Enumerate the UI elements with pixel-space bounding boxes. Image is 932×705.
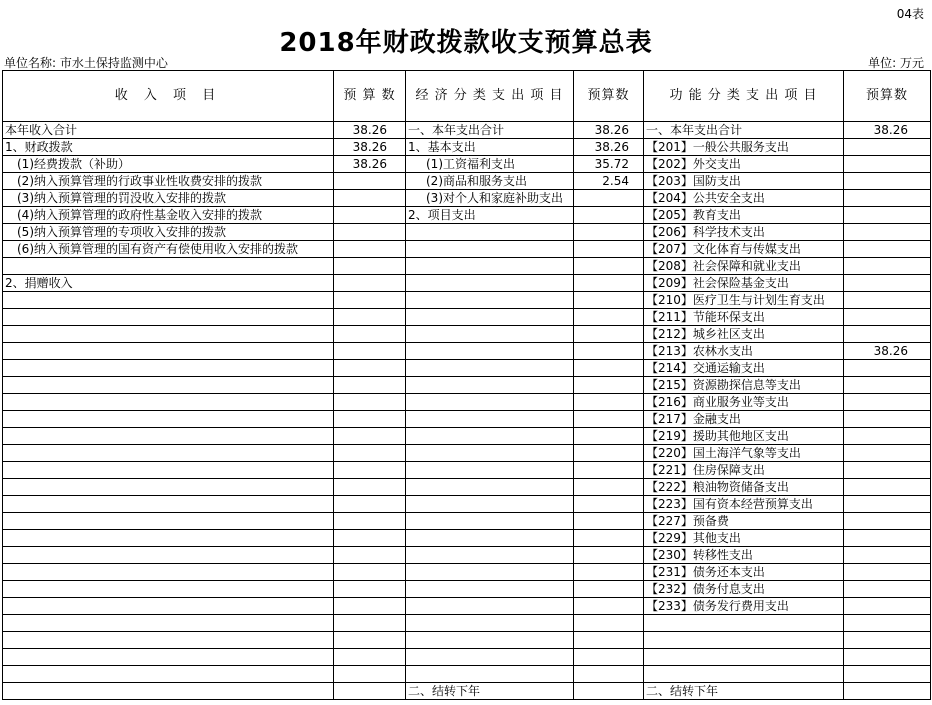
econ-budget-cell[interactable]: 38.26 <box>574 139 644 156</box>
income-cell[interactable] <box>3 377 334 394</box>
func-budget-cell[interactable] <box>844 377 931 394</box>
income-cell[interactable]: 2、捐赠收入 <box>3 275 334 292</box>
func-budget-cell[interactable] <box>844 394 931 411</box>
econ-cell[interactable] <box>406 343 574 360</box>
func-budget-cell[interactable] <box>844 139 931 156</box>
income-cell[interactable] <box>3 564 334 581</box>
income-cell[interactable] <box>3 581 334 598</box>
func-budget-cell[interactable]: 38.26 <box>844 343 931 360</box>
table-row <box>3 615 931 632</box>
income-cell[interactable]: (5)纳入预算管理的专项收入安排的拨款 <box>3 224 334 241</box>
func-cell[interactable]: 【233】债务发行费用支出 <box>644 598 844 615</box>
econ-budget-cell[interactable] <box>574 326 644 343</box>
income-cell[interactable] <box>3 360 334 377</box>
table-row <box>3 445 931 462</box>
func-cell[interactable]: 【232】债务付息支出 <box>644 581 844 598</box>
econ-cell[interactable] <box>406 632 574 649</box>
income-budget-cell[interactable] <box>334 343 406 360</box>
header-income-budget[interactable]: 预 算 数 <box>334 71 406 122</box>
income-budget-cell[interactable] <box>334 530 406 547</box>
func-budget-cell[interactable] <box>844 683 931 700</box>
func-cell[interactable]: 【216】商业服务业等支出 <box>644 394 844 411</box>
table-row <box>3 530 931 547</box>
income-cell[interactable]: 1、财政拨款 <box>3 139 334 156</box>
income-cell[interactable] <box>3 632 334 649</box>
econ-cell[interactable] <box>406 649 574 666</box>
econ-budget-cell[interactable] <box>574 479 644 496</box>
econ-budget-cell[interactable] <box>574 530 644 547</box>
income-cell[interactable] <box>3 445 334 462</box>
header-econ-budget[interactable]: 预算数 <box>574 71 644 122</box>
func-cell[interactable]: 【230】转移性支出 <box>644 547 844 564</box>
table-row <box>3 275 931 292</box>
income-budget-cell[interactable] <box>334 411 406 428</box>
header-income-item[interactable]: 收 入 项 目 <box>3 71 334 122</box>
func-cell[interactable] <box>644 666 844 683</box>
income-budget-cell[interactable] <box>334 445 406 462</box>
econ-cell[interactable] <box>406 445 574 462</box>
func-cell[interactable] <box>644 649 844 666</box>
econ-cell[interactable] <box>406 360 574 377</box>
econ-budget-cell[interactable] <box>574 666 644 683</box>
income-budget-cell[interactable] <box>334 428 406 445</box>
func-budget-cell[interactable]: 38.26 <box>844 122 931 139</box>
income-cell[interactable] <box>3 513 334 530</box>
table-row <box>3 309 931 326</box>
table-row <box>3 428 931 445</box>
income-budget-cell[interactable] <box>334 564 406 581</box>
econ-cell[interactable] <box>406 496 574 513</box>
table-row <box>3 632 931 649</box>
income-budget-cell[interactable] <box>334 309 406 326</box>
func-cell[interactable]: 【210】医疗卫生与计划生育支出 <box>644 292 844 309</box>
econ-budget-cell[interactable] <box>574 241 644 258</box>
income-budget-cell[interactable] <box>334 581 406 598</box>
func-budget-cell[interactable] <box>844 564 931 581</box>
econ-budget-cell[interactable] <box>574 258 644 275</box>
func-cell[interactable]: 【204】公共安全支出 <box>644 190 844 207</box>
income-cell[interactable] <box>3 462 334 479</box>
func-cell[interactable]: 【208】社会保障和就业支出 <box>644 258 844 275</box>
econ-cell[interactable] <box>406 615 574 632</box>
table-row <box>3 156 931 173</box>
income-budget-cell[interactable] <box>334 496 406 513</box>
econ-cell[interactable]: 二、结转下年 <box>406 683 574 700</box>
income-cell[interactable] <box>3 496 334 513</box>
econ-budget-cell[interactable] <box>574 496 644 513</box>
econ-budget-cell[interactable] <box>574 360 644 377</box>
income-budget-cell[interactable] <box>334 377 406 394</box>
func-cell[interactable]: 【214】交通运输支出 <box>644 360 844 377</box>
table-row <box>3 224 931 241</box>
table-row <box>3 360 931 377</box>
income-budget-cell[interactable] <box>334 326 406 343</box>
econ-cell[interactable] <box>406 411 574 428</box>
table-row <box>3 292 931 309</box>
econ-cell[interactable] <box>406 428 574 445</box>
currency-unit: 单位: 万元 <box>868 56 924 70</box>
econ-cell[interactable] <box>406 241 574 258</box>
func-cell[interactable]: 【219】援助其他地区支出 <box>644 428 844 445</box>
header-row <box>3 71 931 122</box>
func-budget-cell[interactable] <box>844 445 931 462</box>
income-budget-cell[interactable] <box>334 258 406 275</box>
table-row <box>3 377 931 394</box>
table-row <box>3 343 931 360</box>
income-cell[interactable] <box>3 292 334 309</box>
func-cell[interactable]: 【211】节能环保支出 <box>644 309 844 326</box>
table-row <box>3 547 931 564</box>
econ-cell[interactable] <box>406 309 574 326</box>
table-row <box>3 122 931 139</box>
func-budget-cell[interactable] <box>844 666 931 683</box>
func-cell[interactable]: 【206】科学技术支出 <box>644 224 844 241</box>
func-cell[interactable]: 【221】住房保障支出 <box>644 462 844 479</box>
econ-budget-cell[interactable] <box>574 547 644 564</box>
income-budget-cell[interactable] <box>334 462 406 479</box>
income-cell[interactable] <box>3 326 334 343</box>
econ-cell[interactable] <box>406 666 574 683</box>
econ-budget-cell[interactable] <box>574 190 644 207</box>
econ-cell[interactable]: 2、项目支出 <box>406 207 574 224</box>
income-cell[interactable]: (2)纳入预算管理的行政事业性收费安排的拨款 <box>3 173 334 190</box>
income-cell[interactable] <box>3 309 334 326</box>
table-row <box>3 258 931 275</box>
econ-budget-cell[interactable] <box>574 292 644 309</box>
econ-budget-cell[interactable] <box>574 445 644 462</box>
income-cell[interactable] <box>3 547 334 564</box>
income-cell[interactable] <box>3 683 334 700</box>
header-func-budget[interactable]: 预算数 <box>844 71 931 122</box>
income-budget-cell[interactable] <box>334 394 406 411</box>
income-budget-cell[interactable] <box>334 615 406 632</box>
budget-table <box>2 70 931 700</box>
income-budget-cell[interactable]: 38.26 <box>334 156 406 173</box>
func-cell[interactable]: 【229】其他支出 <box>644 530 844 547</box>
table-row <box>3 326 931 343</box>
header-func-item[interactable]: 功 能 分 类 支 出 项 目 <box>644 71 844 122</box>
table-row <box>3 598 931 615</box>
income-cell[interactable]: (4)纳入预算管理的政府性基金收入安排的拨款 <box>3 207 334 224</box>
func-budget-cell[interactable] <box>844 207 931 224</box>
func-budget-cell[interactable] <box>844 309 931 326</box>
func-budget-cell[interactable] <box>844 411 931 428</box>
func-budget-cell[interactable] <box>844 615 931 632</box>
econ-budget-cell[interactable] <box>574 428 644 445</box>
income-budget-cell[interactable]: 38.26 <box>334 139 406 156</box>
econ-cell[interactable]: (1)工资福利支出 <box>406 156 574 173</box>
table-row <box>3 207 931 224</box>
func-cell[interactable]: 【205】教育支出 <box>644 207 844 224</box>
func-budget-cell[interactable] <box>844 190 931 207</box>
func-budget-cell[interactable] <box>844 326 931 343</box>
func-cell[interactable]: 【201】一般公共服务支出 <box>644 139 844 156</box>
table-row <box>3 581 931 598</box>
income-cell[interactable] <box>3 530 334 547</box>
func-budget-cell[interactable] <box>844 598 931 615</box>
income-budget-cell[interactable] <box>334 547 406 564</box>
income-cell[interactable]: (3)纳入预算管理的罚没收入安排的拨款 <box>3 190 334 207</box>
econ-budget-cell[interactable] <box>574 394 644 411</box>
income-cell[interactable]: (6)纳入预算管理的国有资产有偿使用收入安排的拨款 <box>3 241 334 258</box>
table-row <box>3 241 931 258</box>
form-number: 04表 <box>896 7 924 21</box>
income-budget-cell[interactable] <box>334 683 406 700</box>
econ-budget-cell[interactable] <box>574 649 644 666</box>
table-body <box>3 122 931 700</box>
income-cell[interactable]: 本年收入合计 <box>3 122 334 139</box>
func-budget-cell[interactable] <box>844 513 931 530</box>
econ-budget-cell[interactable]: 38.26 <box>574 122 644 139</box>
func-cell[interactable]: 一、本年支出合计 <box>644 122 844 139</box>
income-budget-cell[interactable] <box>334 224 406 241</box>
income-cell[interactable] <box>3 666 334 683</box>
unit-name: 单位名称: 市水土保持监测中心 <box>4 56 168 70</box>
income-budget-cell[interactable] <box>334 190 406 207</box>
func-budget-cell[interactable] <box>844 360 931 377</box>
func-cell[interactable] <box>644 615 844 632</box>
table-row <box>3 683 931 700</box>
income-budget-cell[interactable] <box>334 292 406 309</box>
income-budget-cell[interactable] <box>334 513 406 530</box>
econ-budget-cell[interactable] <box>574 275 644 292</box>
table-row <box>3 173 931 190</box>
econ-budget-cell[interactable] <box>574 309 644 326</box>
econ-budget-cell[interactable] <box>574 343 644 360</box>
econ-budget-cell[interactable] <box>574 513 644 530</box>
func-budget-cell[interactable] <box>844 156 931 173</box>
income-budget-cell[interactable] <box>334 666 406 683</box>
func-budget-cell[interactable] <box>844 462 931 479</box>
func-cell[interactable]: 【217】金融支出 <box>644 411 844 428</box>
econ-budget-cell[interactable]: 2.54 <box>574 173 644 190</box>
income-cell[interactable] <box>3 615 334 632</box>
table-row <box>3 479 931 496</box>
func-cell[interactable]: 【209】社会保险基金支出 <box>644 275 844 292</box>
func-budget-cell[interactable] <box>844 649 931 666</box>
income-budget-cell[interactable] <box>334 173 406 190</box>
income-budget-cell[interactable] <box>334 207 406 224</box>
income-cell[interactable] <box>3 649 334 666</box>
econ-cell[interactable] <box>406 394 574 411</box>
func-cell[interactable]: 【207】文化体育与传媒支出 <box>644 241 844 258</box>
econ-budget-cell[interactable] <box>574 462 644 479</box>
income-budget-cell[interactable] <box>334 632 406 649</box>
func-budget-cell[interactable] <box>844 292 931 309</box>
econ-budget-cell[interactable] <box>574 581 644 598</box>
table-row <box>3 496 931 513</box>
table-row <box>3 190 931 207</box>
header-econ-item[interactable]: 经 济 分 类 支 出 项 目 <box>406 71 574 122</box>
func-cell[interactable]: 【212】城乡社区支出 <box>644 326 844 343</box>
income-budget-cell[interactable] <box>334 360 406 377</box>
func-cell[interactable]: 【231】债务还本支出 <box>644 564 844 581</box>
func-budget-cell[interactable] <box>844 581 931 598</box>
table-row <box>3 666 931 683</box>
econ-cell[interactable] <box>406 581 574 598</box>
func-budget-cell[interactable] <box>844 530 931 547</box>
econ-budget-cell[interactable] <box>574 598 644 615</box>
page-title: 2018年财政拨款收支预算总表 <box>279 28 653 58</box>
income-cell[interactable] <box>3 394 334 411</box>
func-cell[interactable]: 【220】国土海洋气象等支出 <box>644 445 844 462</box>
income-budget-cell[interactable] <box>334 241 406 258</box>
econ-budget-cell[interactable] <box>574 377 644 394</box>
income-budget-cell[interactable] <box>334 649 406 666</box>
func-budget-cell[interactable] <box>844 632 931 649</box>
income-budget-cell[interactable] <box>334 479 406 496</box>
econ-cell[interactable] <box>406 258 574 275</box>
econ-cell[interactable] <box>406 326 574 343</box>
econ-cell[interactable] <box>406 530 574 547</box>
econ-cell[interactable]: (3)对个人和家庭补助支出 <box>406 190 574 207</box>
table-row <box>3 649 931 666</box>
econ-cell[interactable] <box>406 462 574 479</box>
func-budget-cell[interactable] <box>844 258 931 275</box>
econ-cell[interactable] <box>406 292 574 309</box>
func-cell[interactable]: 【202】外交支出 <box>644 156 844 173</box>
econ-cell[interactable]: 一、本年支出合计 <box>406 122 574 139</box>
table-row <box>3 394 931 411</box>
econ-cell[interactable] <box>406 275 574 292</box>
func-cell[interactable]: 【213】农林水支出 <box>644 343 844 360</box>
func-budget-cell[interactable] <box>844 496 931 513</box>
econ-cell[interactable] <box>406 598 574 615</box>
econ-budget-cell[interactable] <box>574 615 644 632</box>
income-budget-cell[interactable] <box>334 598 406 615</box>
table-row <box>3 462 931 479</box>
income-budget-cell[interactable]: 38.26 <box>334 122 406 139</box>
econ-budget-cell[interactable] <box>574 207 644 224</box>
func-cell[interactable]: 【215】资源勘探信息等支出 <box>644 377 844 394</box>
econ-cell[interactable] <box>406 513 574 530</box>
func-cell[interactable]: 【222】粮油物资储备支出 <box>644 479 844 496</box>
func-budget-cell[interactable] <box>844 275 931 292</box>
econ-cell[interactable] <box>406 224 574 241</box>
table-row <box>3 411 931 428</box>
econ-cell[interactable] <box>406 564 574 581</box>
func-budget-cell[interactable] <box>844 224 931 241</box>
func-budget-cell[interactable] <box>844 479 931 496</box>
econ-budget-cell[interactable] <box>574 632 644 649</box>
econ-budget-cell[interactable] <box>574 683 644 700</box>
func-cell[interactable]: 【223】国有资本经营预算支出 <box>644 496 844 513</box>
func-cell[interactable]: 【203】国防支出 <box>644 173 844 190</box>
func-cell[interactable]: 【227】预备费 <box>644 513 844 530</box>
table-row <box>3 139 931 156</box>
income-cell[interactable]: (1)经费拨款（补助） <box>3 156 334 173</box>
func-budget-cell[interactable] <box>844 547 931 564</box>
income-budget-cell[interactable] <box>334 275 406 292</box>
econ-cell[interactable]: 1、基本支出 <box>406 139 574 156</box>
econ-budget-cell[interactable]: 35.72 <box>574 156 644 173</box>
income-cell[interactable] <box>3 479 334 496</box>
econ-cell[interactable] <box>406 377 574 394</box>
func-budget-cell[interactable] <box>844 173 931 190</box>
func-cell[interactable]: 二、结转下年 <box>644 683 844 700</box>
func-budget-cell[interactable] <box>844 428 931 445</box>
func-cell[interactable] <box>644 632 844 649</box>
income-cell[interactable] <box>3 428 334 445</box>
income-cell[interactable] <box>3 411 334 428</box>
income-cell[interactable] <box>3 598 334 615</box>
table-row <box>3 564 931 581</box>
income-cell[interactable] <box>3 343 334 360</box>
econ-cell[interactable]: (2)商品和服务支出 <box>406 173 574 190</box>
econ-cell[interactable] <box>406 547 574 564</box>
func-budget-cell[interactable] <box>844 241 931 258</box>
income-cell[interactable] <box>3 258 334 275</box>
econ-budget-cell[interactable] <box>574 564 644 581</box>
econ-budget-cell[interactable] <box>574 224 644 241</box>
econ-cell[interactable] <box>406 479 574 496</box>
econ-budget-cell[interactable] <box>574 411 644 428</box>
table-row <box>3 513 931 530</box>
